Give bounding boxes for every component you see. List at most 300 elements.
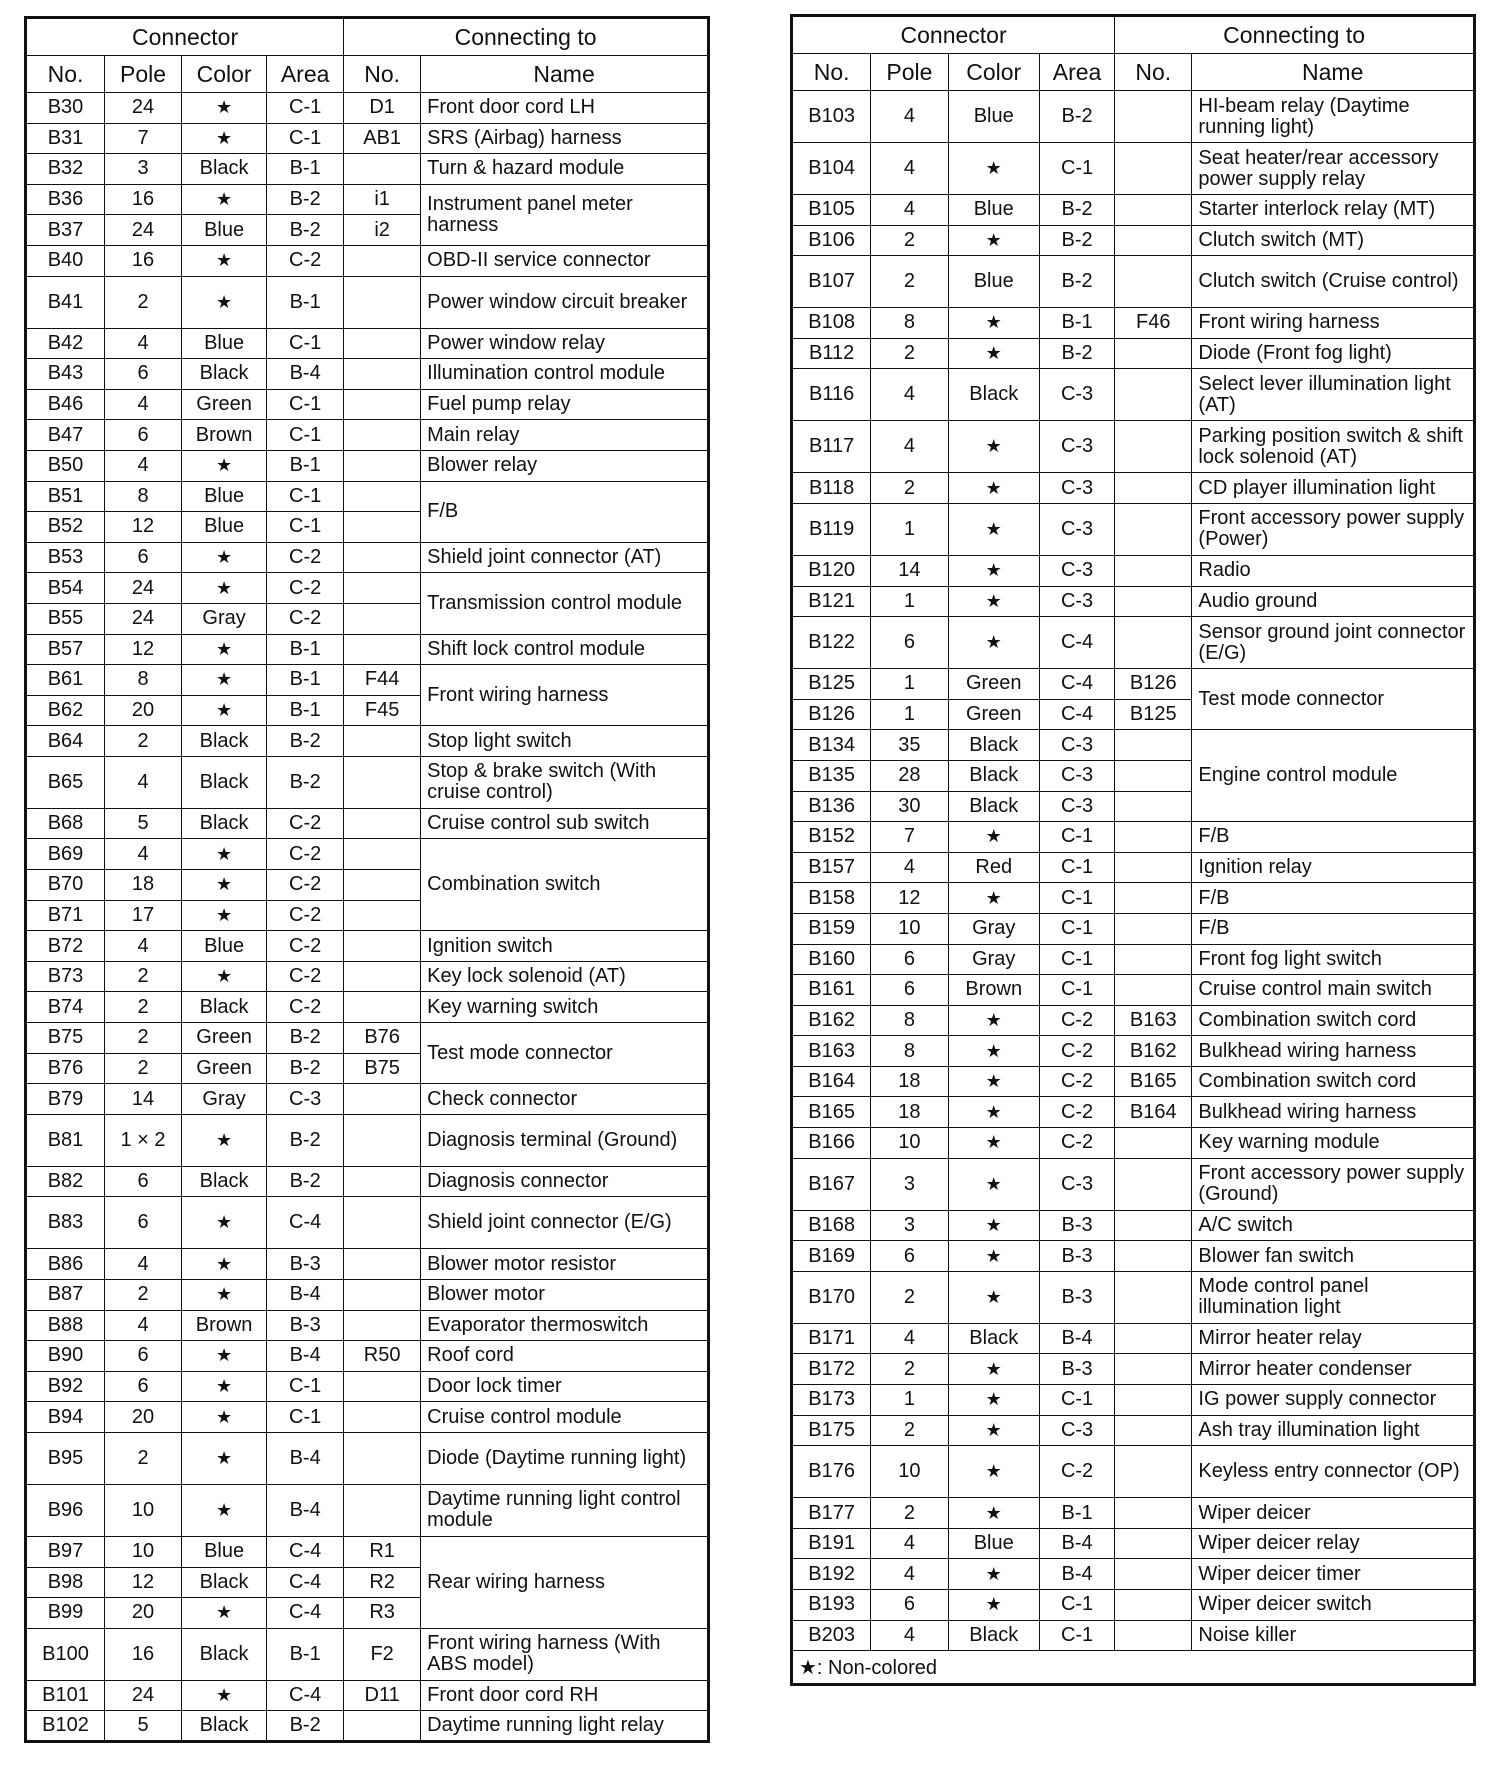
pole-count: 12 <box>105 512 182 543</box>
table-row <box>792 1210 1475 1241</box>
table-row <box>26 665 709 696</box>
connector-no: B83 <box>26 1197 105 1249</box>
connecting-name: Bulkhead wiring harness <box>1192 1036 1475 1067</box>
table-row <box>26 1197 709 1249</box>
connecting-no <box>1115 503 1192 555</box>
connecting-no <box>1115 883 1192 914</box>
pole-count: 8 <box>871 1005 948 1036</box>
wire-color: Green <box>948 699 1039 730</box>
connecting-name: Shield joint connector (AT) <box>421 542 709 573</box>
table-row <box>26 1166 709 1197</box>
connector-no: B88 <box>26 1310 105 1341</box>
left-connector-table <box>24 16 710 1743</box>
table-row <box>792 1271 1475 1323</box>
connector-no: B97 <box>26 1536 105 1567</box>
area-code: C-2 <box>267 573 344 604</box>
connecting-name: Turn & hazard module <box>421 154 709 185</box>
table-row <box>26 542 709 573</box>
connector-no: B76 <box>26 1053 105 1084</box>
connecting-name: A/C switch <box>1192 1210 1475 1241</box>
table-row <box>26 328 709 359</box>
connecting-name: Shield joint connector (E/G) <box>421 1197 709 1249</box>
area-code: C-3 <box>267 1084 344 1115</box>
area-code: B-1 <box>1039 308 1114 339</box>
connecting-name: Parking position switch & shift lock solenoid (AT) <box>1192 421 1475 473</box>
area-column-header: Area <box>267 56 344 93</box>
connector-no: B170 <box>792 1271 871 1323</box>
wire-color: ★ <box>182 93 267 124</box>
connecting-no: B162 <box>1115 1036 1192 1067</box>
table-row <box>26 992 709 1023</box>
wire-color: Black <box>948 730 1039 761</box>
connecting-no <box>344 931 421 962</box>
area-code: B-3 <box>267 1310 344 1341</box>
connector-no: B136 <box>792 791 871 822</box>
connecting-name: Door lock timer <box>421 1371 709 1402</box>
wire-color: ★ <box>948 1385 1039 1416</box>
connecting-name: Blower fan switch <box>1192 1241 1475 1272</box>
connecting-no: B125 <box>1115 699 1192 730</box>
wire-color: ★ <box>948 586 1039 617</box>
table-row <box>26 1680 709 1711</box>
table-row <box>26 931 709 962</box>
connecting-name: Cruise control main switch <box>1192 975 1475 1006</box>
table-row <box>792 883 1475 914</box>
pole-count: 24 <box>105 603 182 634</box>
wire-color: ★ <box>182 1484 267 1536</box>
area-code: C-4 <box>267 1598 344 1629</box>
table-row <box>792 669 1475 700</box>
connecting-name: Front door cord RH <box>421 1680 709 1711</box>
connector-no: B107 <box>792 256 871 308</box>
connecting-name: Wiper deicer switch <box>1192 1590 1475 1621</box>
wire-color: ★ <box>182 1402 267 1433</box>
wire-color: Blue <box>182 481 267 512</box>
wire-color: ★ <box>182 1280 267 1311</box>
connecting-name: Wiper deicer relay <box>1192 1528 1475 1559</box>
area-code: C-2 <box>267 992 344 1023</box>
connecting-no <box>344 389 421 420</box>
connector-no: B31 <box>26 123 105 154</box>
pole-count: 6 <box>871 975 948 1006</box>
pole-count: 20 <box>105 1402 182 1433</box>
table-row <box>792 1498 1475 1529</box>
connecting-no <box>1115 791 1192 822</box>
connector-no: B171 <box>792 1323 871 1354</box>
connecting-no <box>344 481 421 512</box>
table-row <box>792 1620 1475 1651</box>
table-row <box>792 1005 1475 1036</box>
table-row <box>792 1241 1475 1272</box>
connecting-name: Front wiring harness <box>421 665 709 726</box>
to-no-column-header: No. <box>344 56 421 93</box>
connector-no: B73 <box>26 961 105 992</box>
pole-count: 6 <box>105 1166 182 1197</box>
wire-color: Gray <box>182 603 267 634</box>
connecting-name: Test mode connector <box>421 1023 709 1084</box>
connector-no: B101 <box>26 1680 105 1711</box>
area-code: C-2 <box>1039 1446 1114 1498</box>
wire-color: ★ <box>948 1097 1039 1128</box>
table-row <box>26 1084 709 1115</box>
wire-color: Blue <box>182 931 267 962</box>
no-column-header: No. <box>792 54 871 91</box>
connector-no: B157 <box>792 852 871 883</box>
connecting-name: Mode control panel illumination light <box>1192 1271 1475 1323</box>
connector-no: B165 <box>792 1097 871 1128</box>
connecting-name: Combination switch <box>421 839 709 931</box>
area-code: C-2 <box>267 245 344 276</box>
area-code: C-3 <box>1039 369 1114 421</box>
wire-color: ★ <box>948 1498 1039 1529</box>
pole-count: 6 <box>105 542 182 573</box>
connecting-no: F46 <box>1115 308 1192 339</box>
connector-no: B61 <box>26 665 105 696</box>
connecting-name: Diode (Daytime running light) <box>421 1432 709 1484</box>
wire-color: ★ <box>948 1415 1039 1446</box>
connecting-name: Ignition switch <box>421 931 709 962</box>
connecting-name: Engine control module <box>1192 730 1475 822</box>
pole-count: 7 <box>105 123 182 154</box>
table-row <box>26 634 709 665</box>
connecting-no <box>344 808 421 839</box>
connector-no: B47 <box>26 420 105 451</box>
pole-count: 4 <box>871 91 948 143</box>
wire-color: Black <box>182 359 267 390</box>
area-code: C-2 <box>267 839 344 870</box>
pole-count: 6 <box>105 420 182 451</box>
table-row <box>792 1559 1475 1590</box>
table-row <box>792 1590 1475 1621</box>
area-code: B-2 <box>267 1711 344 1742</box>
connector-no: B68 <box>26 808 105 839</box>
connecting-name: F/B <box>1192 883 1475 914</box>
connecting-no <box>1115 852 1192 883</box>
pole-column-header: Pole <box>871 54 948 91</box>
pole-count: 4 <box>105 839 182 870</box>
pole-count: 1 <box>871 699 948 730</box>
connecting-no: R50 <box>344 1341 421 1372</box>
pole-count: 2 <box>871 256 948 308</box>
wire-color: ★ <box>948 1066 1039 1097</box>
connecting-no <box>344 359 421 390</box>
connector-no: B152 <box>792 822 871 853</box>
table-row <box>792 256 1475 308</box>
connecting-name: Rear wiring harness <box>421 1536 709 1628</box>
table-row <box>26 1402 709 1433</box>
wire-color: ★ <box>948 143 1039 195</box>
area-code: C-1 <box>1039 975 1114 1006</box>
connecting-no <box>344 1280 421 1311</box>
table-row <box>792 369 1475 421</box>
pole-count: 16 <box>105 245 182 276</box>
connecting-no <box>1115 1446 1192 1498</box>
area-code: C-4 <box>267 1536 344 1567</box>
connector-no: B96 <box>26 1484 105 1536</box>
connecting-name: Radio <box>1192 555 1475 586</box>
wire-color: ★ <box>182 1114 267 1166</box>
pole-count: 4 <box>871 1528 948 1559</box>
connecting-no <box>344 870 421 901</box>
area-code: B-4 <box>267 359 344 390</box>
connecting-name: HI-beam relay (Daytime running light) <box>1192 91 1475 143</box>
table-row <box>26 481 709 512</box>
pole-count: 35 <box>871 730 948 761</box>
connecting-no <box>1115 1415 1192 1446</box>
connector-no: B50 <box>26 450 105 481</box>
area-code: C-4 <box>267 1680 344 1711</box>
pole-count: 14 <box>871 555 948 586</box>
connecting-name: Ash tray illumination light <box>1192 1415 1475 1446</box>
area-code: B-1 <box>267 695 344 726</box>
area-code: C-2 <box>267 870 344 901</box>
wire-color: Green <box>182 389 267 420</box>
connecting-no <box>344 1310 421 1341</box>
area-code: B-2 <box>267 756 344 808</box>
color-column-header: Color <box>182 56 267 93</box>
pole-count: 3 <box>871 1210 948 1241</box>
connecting-no <box>1115 91 1192 143</box>
connecting-no: B164 <box>1115 1097 1192 1128</box>
connector-no: B169 <box>792 1241 871 1272</box>
wire-color: Black <box>182 1166 267 1197</box>
connecting-name: CD player illumination light <box>1192 473 1475 504</box>
connecting-name: Transmission control module <box>421 573 709 634</box>
wire-color: ★ <box>182 961 267 992</box>
area-code: B-2 <box>1039 195 1114 226</box>
connector-no: B43 <box>26 359 105 390</box>
connecting-no: D1 <box>344 93 421 124</box>
connecting-name: Sensor ground joint connector (E/G) <box>1192 617 1475 669</box>
wire-color: Blue <box>182 328 267 359</box>
area-code: C-1 <box>267 420 344 451</box>
connecting-no: R3 <box>344 1598 421 1629</box>
area-code: C-1 <box>267 93 344 124</box>
wire-color: Green <box>182 1053 267 1084</box>
connecting-no <box>1115 1354 1192 1385</box>
connecting-no: B126 <box>1115 669 1192 700</box>
table-row <box>26 245 709 276</box>
wire-color: Blue <box>948 1528 1039 1559</box>
connector-no: B172 <box>792 1354 871 1385</box>
wire-color: Black <box>182 1711 267 1742</box>
area-code: C-1 <box>267 123 344 154</box>
area-code: C-2 <box>267 808 344 839</box>
connecting-name: Ignition relay <box>1192 852 1475 883</box>
connector-no: B158 <box>792 883 871 914</box>
area-code: C-1 <box>1039 1385 1114 1416</box>
area-code: B-4 <box>1039 1559 1114 1590</box>
connecting-name: Combination switch cord <box>1192 1066 1475 1097</box>
area-code: C-1 <box>1039 913 1114 944</box>
pole-count: 5 <box>105 1711 182 1742</box>
connecting-name: OBD-II service connector <box>421 245 709 276</box>
connecting-name: IG power supply connector <box>1192 1385 1475 1416</box>
connector-no: B135 <box>792 760 871 791</box>
connector-no: B203 <box>792 1620 871 1651</box>
wire-color: Black <box>182 756 267 808</box>
connecting-no <box>1115 822 1192 853</box>
connecting-no <box>344 420 421 451</box>
area-column-header: Area <box>1039 54 1114 91</box>
connecting-name: SRS (Airbag) harness <box>421 123 709 154</box>
connector-no: B54 <box>26 573 105 604</box>
area-code: C-4 <box>1039 669 1114 700</box>
connector-no: B177 <box>792 1498 871 1529</box>
connector-no: B62 <box>26 695 105 726</box>
pole-count: 4 <box>105 756 182 808</box>
wire-color: ★ <box>182 870 267 901</box>
connector-no: B192 <box>792 1559 871 1590</box>
area-code: C-3 <box>1039 555 1114 586</box>
connecting-name: Blower motor resistor <box>421 1249 709 1280</box>
table-row <box>792 730 1475 761</box>
pole-count: 10 <box>871 1128 948 1159</box>
table-row <box>792 503 1475 555</box>
connecting-no <box>1115 1158 1192 1210</box>
area-code: C-3 <box>1039 473 1114 504</box>
connector-no: B86 <box>26 1249 105 1280</box>
table-row <box>792 91 1475 143</box>
connecting-no <box>1115 586 1192 617</box>
area-code: B-2 <box>1039 256 1114 308</box>
connector-no: B81 <box>26 1114 105 1166</box>
pole-count: 2 <box>871 1271 948 1323</box>
table-row <box>792 1158 1475 1210</box>
wire-color: ★ <box>948 1128 1039 1159</box>
area-code: C-3 <box>1039 730 1114 761</box>
wire-color: ★ <box>182 573 267 604</box>
wire-color: ★ <box>948 1590 1039 1621</box>
wire-color: Brown <box>182 1310 267 1341</box>
connector-no: B46 <box>26 389 105 420</box>
area-code: B-1 <box>267 450 344 481</box>
area-code: C-1 <box>267 481 344 512</box>
connecting-no <box>344 1371 421 1402</box>
connecting-name: Clutch switch (Cruise control) <box>1192 256 1475 308</box>
connecting-name: Clutch switch (MT) <box>1192 225 1475 256</box>
pole-count: 24 <box>105 1680 182 1711</box>
connector-no: B102 <box>26 1711 105 1742</box>
connecting-no <box>1115 1528 1192 1559</box>
connecting-name: Front door cord LH <box>421 93 709 124</box>
connector-no: B176 <box>792 1446 871 1498</box>
pole-count: 4 <box>105 328 182 359</box>
connector-no: B41 <box>26 276 105 328</box>
wire-color: Black <box>182 154 267 185</box>
connecting-name: Noise killer <box>1192 1620 1475 1651</box>
connector-no: B163 <box>792 1036 871 1067</box>
connecting-name: Cruise control module <box>421 1402 709 1433</box>
pole-count: 18 <box>105 870 182 901</box>
connecting-no <box>344 1484 421 1536</box>
wire-color: Black <box>182 992 267 1023</box>
pole-count: 3 <box>105 154 182 185</box>
wire-color: Black <box>948 369 1039 421</box>
area-code: C-1 <box>1039 822 1114 853</box>
connecting-no <box>1115 1559 1192 1590</box>
table-row <box>792 586 1475 617</box>
area-code: B-2 <box>267 1053 344 1084</box>
area-code: B-1 <box>267 276 344 328</box>
area-code: C-1 <box>1039 883 1114 914</box>
area-code: B-2 <box>267 184 344 215</box>
table-row <box>792 1415 1475 1446</box>
connecting-name: Daytime running light relay <box>421 1711 709 1742</box>
connecting-no: B165 <box>1115 1066 1192 1097</box>
connecting-name: Stop light switch <box>421 726 709 757</box>
connecting-no: D11 <box>344 1680 421 1711</box>
connector-no: B69 <box>26 839 105 870</box>
area-code: B-3 <box>1039 1354 1114 1385</box>
connecting-no <box>1115 1498 1192 1529</box>
color-column-header: Color <box>948 54 1039 91</box>
connector-no: B30 <box>26 93 105 124</box>
wire-color: ★ <box>948 503 1039 555</box>
connecting-name: Instrument panel meter harness <box>421 184 709 245</box>
connecting-no <box>1115 1590 1192 1621</box>
pole-count: 4 <box>871 195 948 226</box>
area-code: C-2 <box>1039 1066 1114 1097</box>
area-code: B-3 <box>1039 1241 1114 1272</box>
connector-no: B82 <box>26 1166 105 1197</box>
table-row <box>26 1371 709 1402</box>
wire-color: ★ <box>948 225 1039 256</box>
connecting-no <box>1115 225 1192 256</box>
wire-color: Black <box>948 1620 1039 1651</box>
table-row <box>792 913 1475 944</box>
connecting-no <box>344 1432 421 1484</box>
connecting-no <box>344 726 421 757</box>
wire-color: ★ <box>182 1197 267 1249</box>
area-code: B-1 <box>1039 1498 1114 1529</box>
table-row <box>792 1446 1475 1498</box>
pole-count: 2 <box>105 276 182 328</box>
area-code: C-2 <box>1039 1005 1114 1036</box>
wire-color: ★ <box>182 695 267 726</box>
connecting-no <box>344 542 421 573</box>
pole-count: 24 <box>105 573 182 604</box>
connecting-no <box>344 603 421 634</box>
table-row <box>792 195 1475 226</box>
table-row <box>792 1097 1475 1128</box>
connector-no: B95 <box>26 1432 105 1484</box>
connector-no: B126 <box>792 699 871 730</box>
wire-color: Brown <box>948 975 1039 1006</box>
connector-header: Connector <box>792 16 1115 54</box>
area-code: C-3 <box>1039 503 1114 555</box>
connecting-name: Test mode connector <box>1192 669 1475 730</box>
connecting-no: AB1 <box>344 123 421 154</box>
table-row <box>26 93 709 124</box>
area-code: B-3 <box>267 1249 344 1280</box>
wire-color: ★ <box>948 1158 1039 1210</box>
connecting-no <box>344 839 421 870</box>
pole-count: 4 <box>105 1310 182 1341</box>
wire-color: ★ <box>948 1354 1039 1385</box>
connector-no: B166 <box>792 1128 871 1159</box>
wire-color: ★ <box>182 1598 267 1629</box>
area-code: C-2 <box>267 603 344 634</box>
connecting-no <box>344 961 421 992</box>
connector-no: B55 <box>26 603 105 634</box>
pole-count: 2 <box>105 726 182 757</box>
wire-color: Black <box>948 760 1039 791</box>
connector-no: B57 <box>26 634 105 665</box>
area-code: C-2 <box>267 961 344 992</box>
pole-count: 4 <box>105 389 182 420</box>
area-code: B-4 <box>267 1341 344 1372</box>
